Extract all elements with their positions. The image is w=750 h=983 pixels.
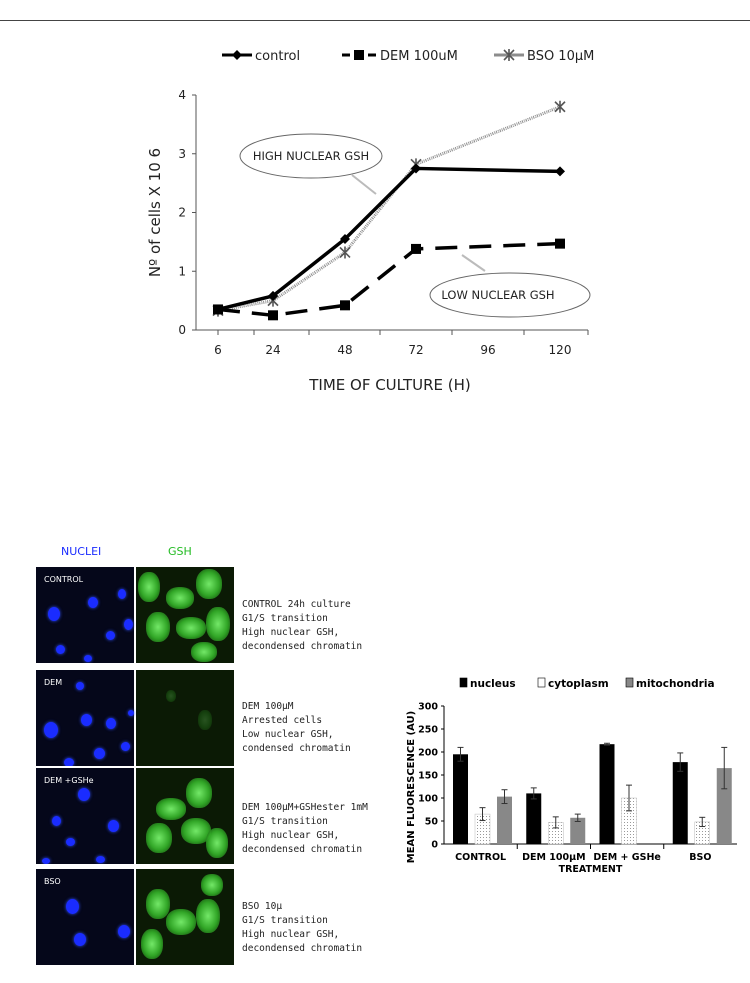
caption-line: decondensed chromatin (242, 641, 363, 652)
control-point (232, 50, 242, 60)
nuclei-image (36, 768, 134, 864)
micrograph-panel (36, 768, 234, 864)
caption-line: High nuclear GSH, (242, 627, 340, 638)
y-tick-label: 50 (424, 816, 438, 828)
y-tick-label: 0 (431, 839, 438, 851)
micrograph-panel (36, 670, 234, 766)
y-tick-label: 4 (178, 88, 186, 102)
x-tick-label: 48 (337, 343, 353, 357)
caption-line: High nuclear GSH, (242, 929, 340, 940)
cell-stain (166, 909, 196, 935)
nucleus-spot (108, 820, 119, 832)
high-gsh-label: HIGH NUCLEAR GSH (252, 149, 370, 163)
caption-line: High nuclear GSH, (242, 830, 340, 841)
legend-swatch (460, 678, 467, 687)
nuclei-header: NUCLEI (61, 545, 102, 558)
caption-dem-gshe (242, 801, 368, 857)
caption-line: G1/S transition (242, 816, 328, 827)
x-tick-label: 6 (214, 343, 222, 357)
high-gsh-arrow (352, 175, 376, 194)
x-axis-title: TREATMENT (558, 864, 623, 875)
control-point (555, 166, 565, 176)
legend-label: cytoplasm (548, 678, 609, 690)
x-tick-label: DEM + GSHe (593, 852, 661, 863)
nucleus-spot (48, 607, 60, 621)
x-tick-label: BSO (689, 852, 712, 863)
bso-point (340, 246, 350, 258)
cell-stain (191, 642, 217, 662)
y-tick-label: 200 (418, 747, 438, 759)
legend-label: control (255, 49, 301, 64)
x-tick-label: 120 (548, 343, 572, 357)
nucleus-bar (673, 762, 688, 844)
caption-line: Low nuclear GSH, (242, 729, 334, 740)
micrograph-panel (36, 567, 234, 663)
cell-stain (206, 607, 230, 641)
panel-label: DEM (44, 678, 63, 687)
cell-stain (146, 612, 170, 642)
y-tick-label: 300 (418, 701, 438, 713)
nucleus-spot (84, 655, 92, 662)
nucleus-spot (66, 899, 79, 914)
cell-stain (146, 889, 170, 919)
legend-swatch (626, 678, 633, 687)
nucleus-spot (52, 816, 61, 826)
cell-stain (198, 710, 212, 730)
bar-chart-legend (460, 678, 715, 690)
caption-line: CONTROL 24h culture (242, 599, 351, 610)
caption-line: DEM 100μM (242, 701, 294, 712)
caption-line: G1/S transition (242, 613, 328, 624)
dem-point (268, 310, 278, 320)
nuclei-image (36, 869, 134, 965)
dem-point (213, 304, 223, 314)
x-axis-title: TIME OF CULTURE (H) (309, 376, 471, 394)
nucleus-spot (106, 631, 115, 640)
cell-stain (206, 828, 228, 858)
cell-stain (166, 690, 176, 702)
nucleus-spot (78, 788, 90, 801)
line-chart-annotations (240, 134, 590, 317)
nucleus-spot (118, 589, 126, 599)
y-tick-label: 150 (418, 770, 438, 782)
gsh-image (136, 869, 234, 965)
nucleus-spot (96, 856, 105, 863)
nucleus-bar (526, 793, 541, 844)
panel-label: CONTROL (44, 575, 84, 584)
nucleus-spot (88, 597, 98, 608)
nucleus-spot (124, 619, 133, 630)
cell-stain (141, 929, 163, 959)
low-gsh-arrow (462, 255, 485, 271)
legend-label: nucleus (470, 678, 516, 690)
caption-line: DEM 100μM+GSHester 1mM (242, 802, 368, 813)
line-chart-axes (146, 88, 588, 394)
nucleus-spot (94, 748, 105, 759)
y-tick-label: 250 (418, 724, 438, 736)
cell-stain (166, 587, 194, 609)
cell-stain (146, 823, 172, 853)
caption-control (242, 598, 362, 654)
dem-point (555, 239, 565, 249)
fluorescence-bar-chart (392, 668, 742, 898)
gsh-image (136, 567, 234, 663)
y-tick-label: 3 (178, 146, 186, 161)
nuclei-image (36, 670, 134, 766)
cell-stain (196, 569, 222, 599)
y-tick-label: 2 (178, 205, 186, 220)
legend-marker (354, 50, 364, 60)
gsh-image (136, 768, 234, 864)
nucleus-spot (121, 742, 130, 751)
x-tick-label: DEM 100μM (522, 852, 586, 863)
caption-line: decondensed chromatin (242, 943, 363, 954)
panel-label: DEM +GSHe (44, 776, 94, 785)
low-gsh-label: LOW NUCLEAR GSH (441, 288, 555, 302)
cell-stain (201, 874, 223, 896)
y-tick-label: 1 (178, 264, 186, 279)
nucleus-spot (118, 925, 130, 938)
caption-line: condensed chromatin (242, 743, 351, 754)
legend-label: DEM 100uM (380, 49, 458, 64)
nuclei-image (36, 567, 134, 663)
gsh-header: GSH (168, 545, 192, 558)
cell-stain (176, 617, 206, 639)
micrograph-panel (36, 869, 234, 965)
legend-swatch (538, 678, 545, 687)
caption-bso (242, 900, 362, 956)
cell-stain (186, 778, 212, 808)
y-tick-label: 100 (418, 793, 438, 805)
x-tick-label: 24 (265, 343, 281, 357)
nucleus-bar (600, 744, 615, 844)
nucleus-spot (66, 838, 75, 846)
nucleus-spot (56, 645, 65, 654)
nucleus-spot (42, 858, 50, 864)
nucleus-spot (74, 933, 86, 946)
panel-label: BSO (44, 877, 61, 886)
caption-line: G1/S transition (242, 915, 328, 926)
y-tick-label: 0 (178, 323, 186, 337)
nucleus-bar (453, 754, 468, 844)
y-axis-title: Nº of cells X 10 6 (146, 147, 164, 278)
cell-stain (156, 798, 186, 820)
gsh-image (136, 670, 234, 766)
x-tick-label: CONTROL (455, 852, 507, 863)
y-axis-title: MEAN FLUORESCENCE (AU) (406, 710, 417, 864)
caption-line: decondensed chromatin (242, 844, 363, 855)
caption-dem (242, 700, 351, 756)
nucleus-spot (81, 714, 92, 726)
nucleus-spot (44, 722, 58, 738)
bar-chart-bars (453, 743, 732, 844)
micrograph-figure (36, 545, 236, 970)
legend-label: BSO 10μM (527, 49, 595, 64)
nucleus-spot (64, 758, 74, 766)
cell-growth-line-chart (0, 20, 750, 440)
x-tick-label: 96 (480, 343, 496, 357)
nucleus-spot (128, 710, 134, 716)
bso-point (555, 101, 565, 113)
legend-label: mitochondria (636, 678, 715, 690)
x-tick-label: 72 (408, 343, 424, 357)
nucleus-spot (76, 682, 84, 690)
cell-stain (138, 572, 160, 602)
line-chart-legend (222, 49, 594, 64)
nucleus-spot (106, 718, 116, 729)
caption-line: Arrested cells (242, 715, 323, 726)
caption-line: BSO 10μ (242, 901, 283, 912)
dem-point (340, 300, 350, 310)
cell-stain (196, 899, 220, 933)
dem-point (411, 244, 421, 254)
